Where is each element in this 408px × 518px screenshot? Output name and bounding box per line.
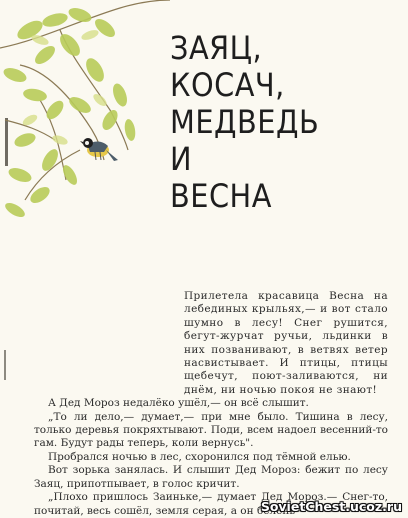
paragraph: „Плохо пришлось Заиньке,— думает Дед Мороз.— Снег-то, почитай, весь сошёл, земля серая, а он белень-: [34, 491, 388, 517]
title-line: И: [170, 140, 193, 178]
paragraph: Пробрался ночью в лес, схоронился под тёмной елью.: [48, 450, 351, 463]
title-line: МЕДВЕДЬ: [170, 103, 320, 141]
paragraph: А Дед Мороз недалёко ушёл,— он всё слышит.: [48, 397, 309, 410]
title-line: ЗАЯЦ,: [170, 29, 263, 67]
birch-branch-illustration: [0, 0, 170, 230]
paragraph: „То ли дело,— думает,— при мне было. Тишина в лесу, только деревья покряхтывают. Поди, всем надоел весенний-то гам. Будут рады теперь, коли вернусь".: [34, 410, 388, 450]
bird-illustration: [80, 138, 118, 161]
site-watermark: SovietChest.ucoz.ru: [260, 499, 402, 514]
story-title: [170, 30, 395, 215]
scan-edge-mark: [4, 350, 6, 380]
story-text: [34, 290, 388, 518]
paragraph: Прилетела красавица Весна на лебединых крыльях,— и вот стало шумно в лесу! Снег рушится, бегут-журчат ручьи, льдинки в них позванивают, в ветвях ветер насвистывает. И птицы, птицы щебечут, поют-заливаются, ни днём, ни ночью покоя не знают!: [184, 290, 388, 396]
title-line: ВЕСНА: [170, 177, 272, 215]
paragraph: Вот зорька занялась. И слышит Дед Мороз: бежит по лесу Заяц, припотпывает, в голос кричит.: [34, 464, 388, 490]
title-line: КОСАЧ,: [170, 66, 285, 104]
